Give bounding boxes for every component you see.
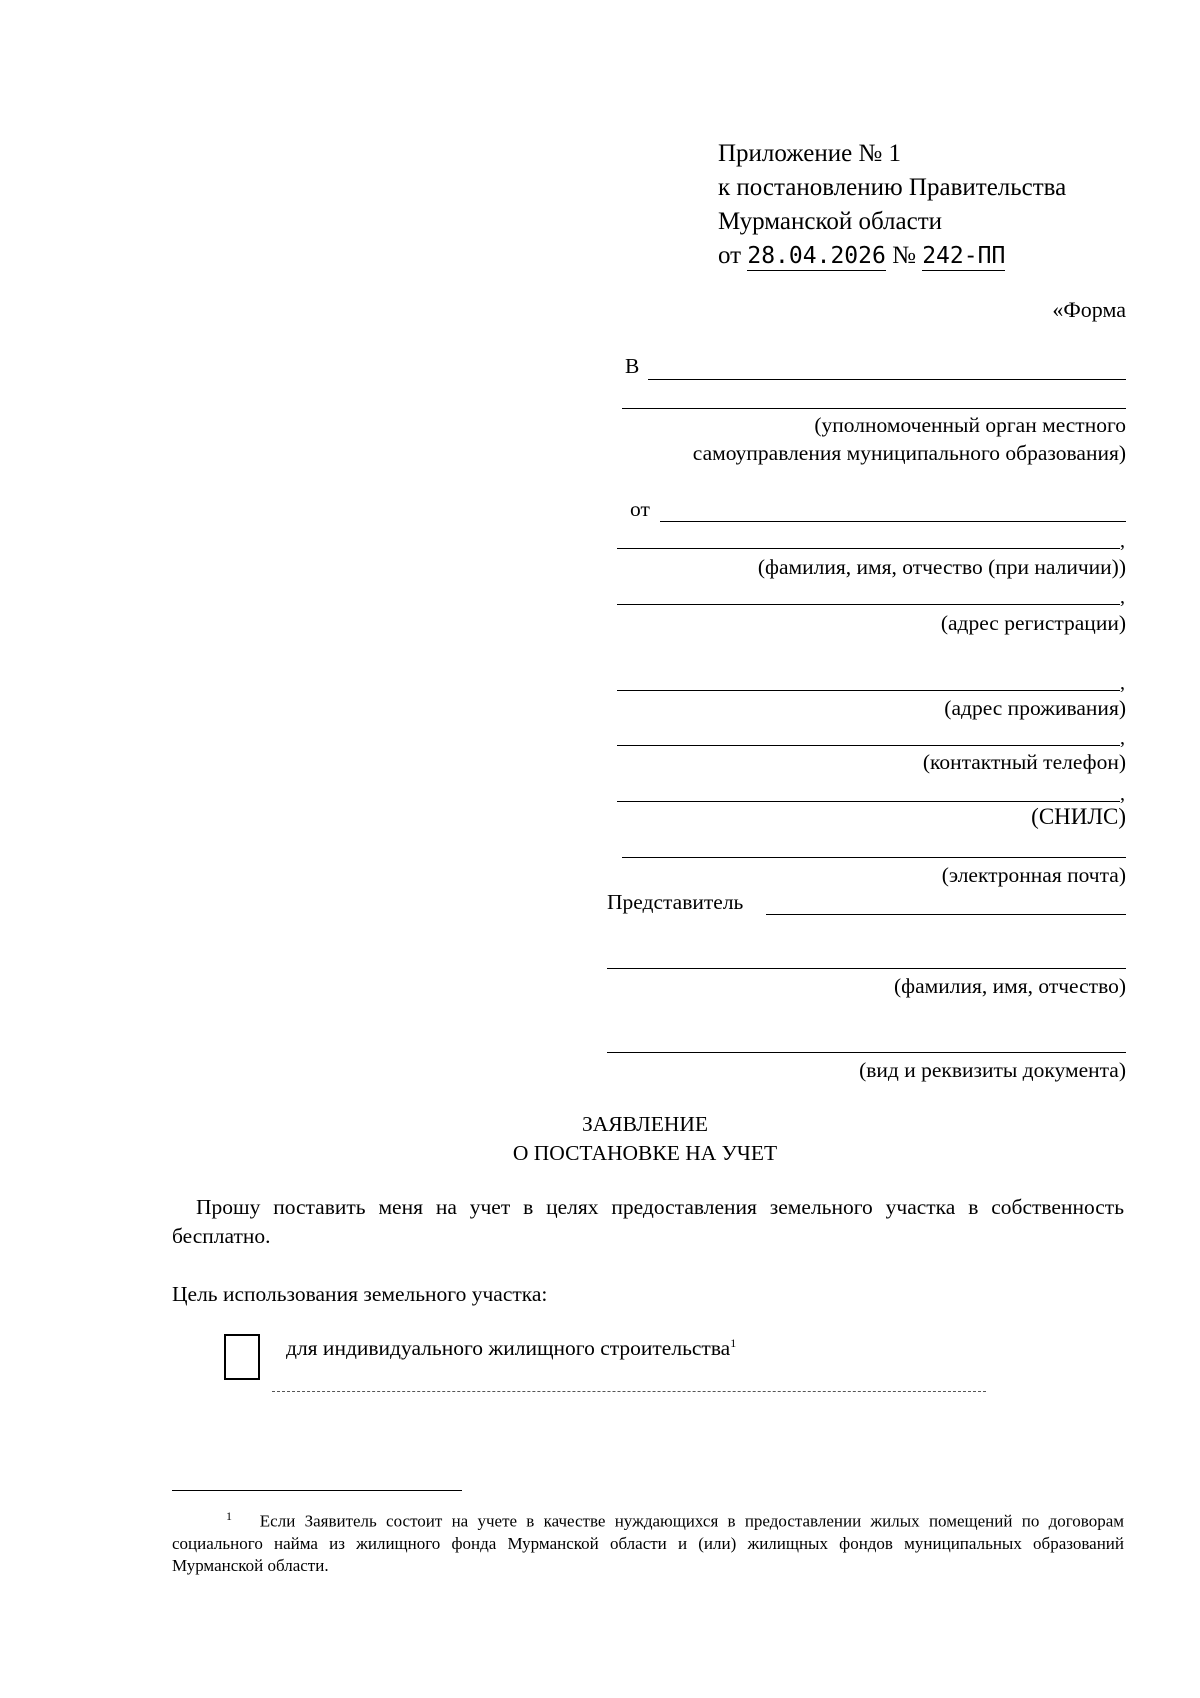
date-prefix: от [718, 242, 742, 269]
appendix-number: Приложение № 1 [718, 140, 902, 167]
to-caption-1: (уполномоченный орган местного [814, 413, 1126, 437]
rep-doc-field-line[interactable] [607, 1052, 1126, 1053]
to-field-line-2[interactable] [622, 408, 1126, 409]
document-title: ЗАЯВЛЕНИЕ [581, 1112, 709, 1136]
rep-name-field-line[interactable] [607, 968, 1126, 969]
footnote [172, 1505, 1124, 1577]
from-field-line-2[interactable] [617, 548, 1120, 549]
appendix-header [718, 137, 1066, 273]
footnote-mark: 1 [226, 1509, 232, 1523]
ijs-footnote-ref: 1 [730, 1336, 737, 1350]
name-caption: (фамилия, имя, отчество (при наличии)) [757, 555, 1126, 579]
registration-field-line[interactable] [617, 604, 1120, 605]
phone-field-line[interactable] [617, 745, 1120, 746]
document-subtitle: О ПОСТАНОВКЕ НА УЧЕТ [512, 1141, 778, 1165]
footnote-text: Если Заявитель состоит на учете в качестве нуждающихся в предоставлении жилых помещений по договорам социального найма из жилищного фонда Мурманской области и (или) жилищных фондов муниципальных образований Мурманской области. [172, 1511, 1124, 1575]
email-caption: (электронная почта) [941, 863, 1126, 887]
phone-caption: (контактный телефон) [922, 750, 1126, 774]
representative-field-line[interactable] [766, 914, 1126, 915]
from-field-line[interactable] [660, 521, 1126, 522]
residence-caption: (адрес проживания) [944, 696, 1126, 720]
number-prefix: № [892, 242, 916, 269]
to-field-line[interactable] [648, 379, 1126, 380]
from-label: от [630, 497, 650, 521]
appendix-region: Мурманской области [718, 208, 943, 235]
appendix-resolution: к постановлению Правительства [718, 174, 1067, 201]
ijs-option-label [286, 1336, 736, 1361]
footnote-separator [172, 1490, 462, 1491]
email-field-line[interactable] [622, 857, 1126, 858]
purpose-label: Цель использования земельного участка: [172, 1282, 548, 1306]
to-label: В [625, 354, 640, 378]
rep-name-caption: (фамилия, имя, отчество) [894, 974, 1126, 998]
rep-doc-caption: (вид и реквизиты документа) [859, 1058, 1126, 1082]
resolution-date: 28.04.2026 [747, 243, 886, 269]
form-label: «Форма [1052, 297, 1126, 322]
residence-field-line[interactable] [617, 690, 1120, 691]
representative-label: Представитель [607, 890, 744, 914]
registration-caption: (адрес регистрации) [940, 611, 1126, 635]
resolution-number: 242-ПП [922, 243, 1006, 269]
ijs-checkbox[interactable] [224, 1334, 260, 1380]
option-dotted-line [272, 1391, 986, 1392]
snils-caption: (СНИЛС) [1031, 804, 1126, 829]
appendix-date-line [718, 239, 1066, 273]
to-caption-2: самоуправления муниципального образования) [692, 441, 1126, 465]
snils-field-line[interactable] [617, 801, 1120, 802]
ijs-option-text: для индивидуального жилищного строительства [286, 1336, 731, 1361]
request-text: Прошу поставить меня на учет в целях предоставления земельного участка в собственность бесплатно. [172, 1195, 1124, 1248]
